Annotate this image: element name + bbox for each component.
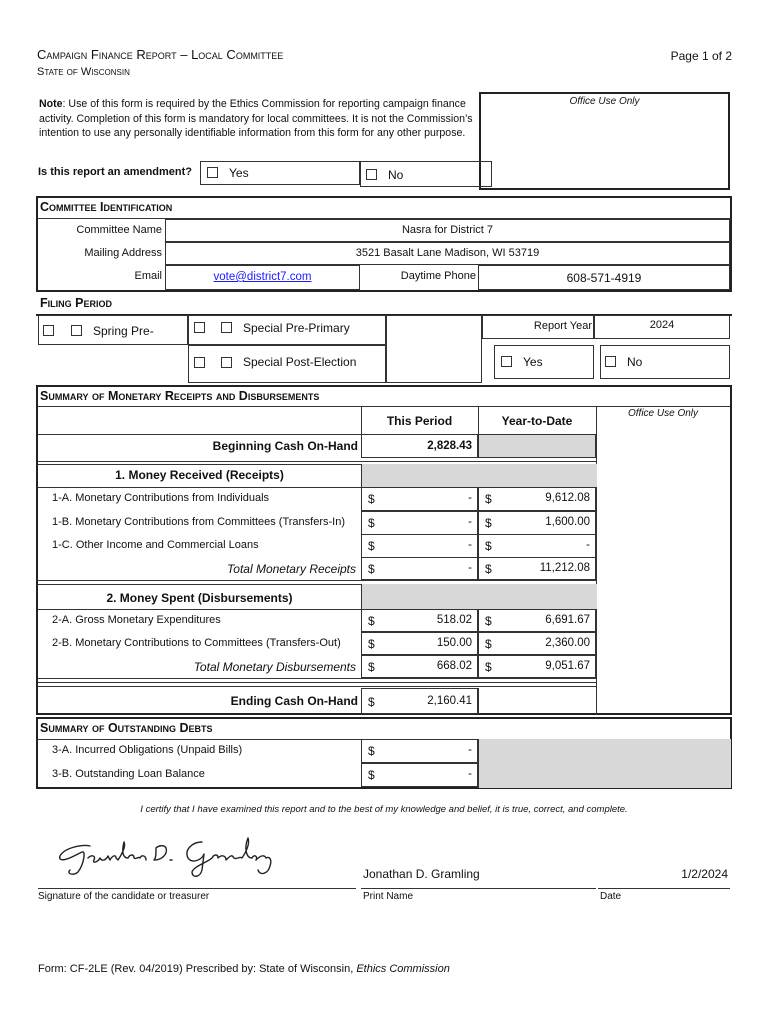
col-this-period: This Period xyxy=(386,414,453,428)
mailing-address-label: Mailing Address xyxy=(84,247,162,259)
receipt-row-1-label: 1-A. Monetary Contributions from Individuals xyxy=(52,492,270,504)
total-receipts-period-value: - xyxy=(468,562,472,574)
spring-pre-label: Spring Pre- xyxy=(93,324,154,338)
special-post-election-checkbox-b[interactable] xyxy=(221,357,232,368)
receipt-row-2-ytd-dollar: $ xyxy=(485,516,492,530)
signature-caption: Signature of the candidate or treasurer xyxy=(38,891,210,902)
form-footer-commission: Ethics Commission xyxy=(356,963,450,975)
spring-pre-checkbox-a[interactable] xyxy=(43,325,54,336)
total-disbursements-ytd-dollar: $ xyxy=(485,660,492,674)
summary-office-use-label: Office Use Only xyxy=(627,408,699,419)
beginning-cash-label: Beginning Cash On-Hand xyxy=(212,439,358,453)
money-spent-title: 2. Money Spent (Disbursements) xyxy=(106,591,293,605)
date-caption: Date xyxy=(600,891,622,902)
date-value: 1/2/2024 xyxy=(681,867,728,881)
debts-section-title: Summary of Outstanding Debts xyxy=(40,721,213,735)
disbursement-row-2-ytd-value: 2,360.00 xyxy=(545,637,590,649)
receipt-row-3-ytd-dollar: $ xyxy=(485,539,492,553)
receipt-row-2-label: 1-B. Monetary Contributions from Committees (Transfers-In) xyxy=(52,516,346,528)
print-name-caption: Print Name xyxy=(363,891,414,902)
filing-spacer xyxy=(386,315,482,383)
receipt-row-2-period-value: - xyxy=(468,516,472,528)
receipt-row-3-period-dollar: $ xyxy=(368,539,375,553)
disbursement-row-1-ytd-value: 6,691.67 xyxy=(545,614,590,626)
ending-cash-dollar: $ xyxy=(368,695,375,709)
money-received-title: 1. Money Received (Receipts) xyxy=(115,468,284,482)
receipt-row-1-ytd-dollar: $ xyxy=(485,492,492,506)
special-pre-primary-label: Special Pre-Primary xyxy=(243,321,350,335)
disbursement-row-1-ytd-dollar: $ xyxy=(485,614,492,628)
mailing-address-value: 3521 Basalt Lane Madison, WI 53719 xyxy=(355,247,540,259)
filing-no-checkbox[interactable] xyxy=(605,356,616,367)
email-label: Email xyxy=(134,270,162,282)
form-title: Campaign Finance Report – Local Committee xyxy=(37,47,284,62)
filing-no-label: No xyxy=(627,355,643,369)
spring-pre-checkbox-b[interactable] xyxy=(71,325,82,336)
debt-row-2-label: 3-B. Outstanding Loan Balance xyxy=(52,768,205,780)
special-pre-primary-checkbox-b[interactable] xyxy=(221,322,232,333)
form-state: State of Wisconsin xyxy=(37,66,130,78)
receipt-row-3-ytd-value: - xyxy=(586,539,590,551)
daytime-phone-value: 608-571-4919 xyxy=(566,271,642,285)
page-indicator: Page 1 of 2 xyxy=(670,49,732,63)
form-footer-text: Form: CF-2LE (Rev. 04/2019) Prescribed by: State of Wisconsin, xyxy=(38,963,357,975)
disbursement-row-1-label: 2-A. Gross Monetary Expenditures xyxy=(52,614,221,626)
spring-pre-field[interactable] xyxy=(38,315,188,345)
special-post-election-label: Special Post-Election xyxy=(243,355,357,369)
amendment-no-checkbox[interactable] xyxy=(366,169,377,180)
disbursement-row-2-label: 2-B. Monetary Contributions to Committees (Transfers-Out) xyxy=(52,637,341,649)
amendment-no-field[interactable] xyxy=(360,161,492,187)
total-receipts-period-dollar: $ xyxy=(368,562,375,576)
amendment-yes-checkbox[interactable] xyxy=(207,167,218,178)
special-pre-primary-checkbox-a[interactable] xyxy=(194,322,205,333)
total-disbursements-ytd-value: 9,051.67 xyxy=(545,660,590,672)
debt-row-2-value: - xyxy=(468,768,472,780)
note-text xyxy=(39,97,477,141)
special-post-election-field[interactable] xyxy=(188,345,386,383)
beginning-cash-value: 2,828.43 xyxy=(427,440,472,452)
receipt-row-1-period-value: - xyxy=(468,492,472,504)
amendment-question: Is this report an amendment? xyxy=(38,166,193,178)
receipt-row-2-period-dollar: $ xyxy=(368,516,375,530)
disbursement-row-1-period-dollar: $ xyxy=(368,614,375,628)
amendment-no-label: No xyxy=(388,168,404,182)
filing-section-title: Filing Period xyxy=(40,296,112,310)
filing-yes-field[interactable] xyxy=(494,345,594,379)
print-name-value: Jonathan D. Gramling xyxy=(363,867,480,881)
total-receipts-ytd-dollar: $ xyxy=(485,562,492,576)
debt-row-1-value: - xyxy=(468,744,472,756)
ending-cash-value: 2,160.41 xyxy=(427,695,472,707)
form-footer xyxy=(38,963,450,975)
receipt-row-3-label: 1-C. Other Income and Commercial Loans xyxy=(52,539,259,551)
filing-no-field[interactable] xyxy=(600,345,730,379)
report-year-label: Report Year xyxy=(533,320,592,332)
committee-name-label: Committee Name xyxy=(76,224,162,236)
amendment-yes-field[interactable] xyxy=(200,161,360,185)
debt-row-2-dollar: $ xyxy=(368,768,375,782)
certification-text: I certify that I have examined this report and to the best of my knowledge and belief, it is true, correct, and complete. xyxy=(140,804,628,815)
special-post-election-checkbox-a[interactable] xyxy=(194,357,205,368)
disbursement-row-2-ytd-dollar: $ xyxy=(485,637,492,651)
amendment-yes-label: Yes xyxy=(229,166,249,180)
report-year-value: 2024 xyxy=(649,319,675,331)
committee-name-value: Nasra for District 7 xyxy=(401,224,494,236)
total-disbursements-period-dollar: $ xyxy=(368,660,375,674)
note-label: Note xyxy=(39,98,63,110)
office-use-box xyxy=(479,92,730,190)
filing-yes-checkbox[interactable] xyxy=(501,356,512,367)
receipt-row-1-ytd-value: 9,612.08 xyxy=(545,492,590,504)
disbursement-row-2-period-value: 150.00 xyxy=(436,637,472,649)
disbursement-row-1-period-value: 518.02 xyxy=(436,614,472,626)
total-receipts-ytd-value: 11,212.08 xyxy=(539,562,590,574)
ending-cash-label: Ending Cash On-Hand xyxy=(230,694,358,708)
filing-yes-label: Yes xyxy=(523,355,543,369)
committee-section-title: Committee Identification xyxy=(40,200,173,214)
receipt-row-3-period-value: - xyxy=(468,539,472,551)
summary-office-use-column xyxy=(596,406,731,714)
debt-row-1-dollar: $ xyxy=(368,744,375,758)
summary-section-title: Summary of Monetary Receipts and Disbursements xyxy=(40,389,320,403)
debt-row-1-label: 3-A. Incurred Obligations (Unpaid Bills) xyxy=(52,744,243,756)
receipt-row-1-period-dollar: $ xyxy=(368,492,375,506)
total-receipts-label: Total Monetary Receipts xyxy=(227,562,356,576)
total-disbursements-label: Total Monetary Disbursements xyxy=(193,660,356,674)
receipt-row-2-ytd-value: 1,600.00 xyxy=(545,516,590,528)
email-link[interactable]: vote@district7.com xyxy=(213,271,312,283)
disbursement-row-2-period-dollar: $ xyxy=(368,637,375,651)
note-body: : Use of this form is required by the Ethics Commission for reporting campaign finance activity. Completion of this form is mandatory for local committees. It is not the Commission’s intention to use any personally identifiable information from this form for any other purpose. xyxy=(39,98,473,140)
signature-image xyxy=(52,826,282,886)
col-year-to-date: Year-to-Date xyxy=(501,414,573,428)
total-disbursements-period-value: 668.02 xyxy=(436,660,472,672)
office-use-label: Office Use Only xyxy=(569,96,640,107)
daytime-phone-label: Daytime Phone xyxy=(400,270,476,282)
special-pre-primary-field[interactable] xyxy=(188,315,386,345)
